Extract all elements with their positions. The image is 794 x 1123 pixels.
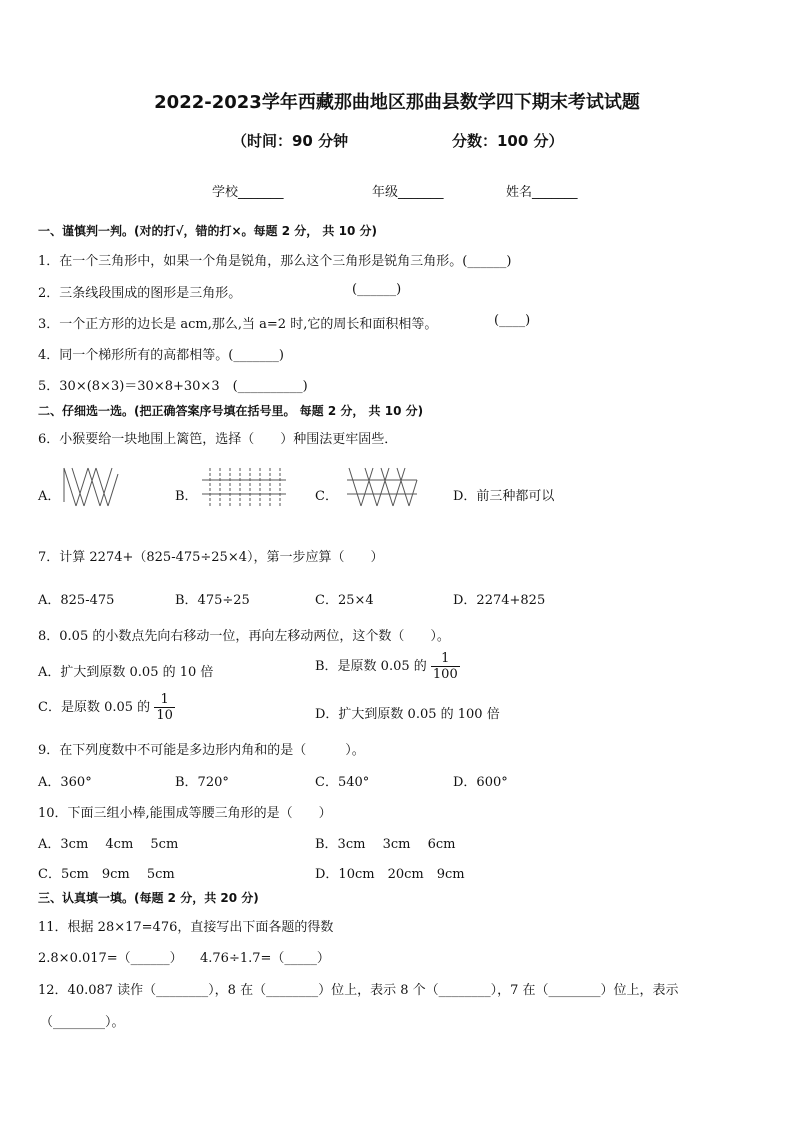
q6-option-b[interactable]: B． xyxy=(175,489,198,504)
section-2-title: 二、仔细选一选。(把正确答案序号填在括号里。 每题 2 分， 共 10 分) xyxy=(38,404,424,418)
fraction-one-tenth xyxy=(154,692,175,723)
exam-time: （时间：90 分钟 xyxy=(232,132,349,150)
q8-option-b-label: B．是原数 0.05 的 xyxy=(315,659,427,674)
section-1-title: 一、谨慎判一判。(对的打√，错的打×。每题 2 分， 共 10 分) xyxy=(38,224,377,238)
question-12-line-1: 12．40.087 读作（________），8 在（________）位上，表示 8 个（________），7 在（________）位上，表示 xyxy=(38,983,679,998)
q8-option-c-label: C．是原数 0.05 的 xyxy=(38,700,151,715)
fraction-numerator: 1 xyxy=(154,692,175,708)
q6-option-d[interactable]: D．前三种都可以 xyxy=(453,489,555,504)
section-3-title: 三、认真填一填。(每题 2 分，共 20 分) xyxy=(38,891,259,905)
q9-option-c[interactable]: C．540° xyxy=(315,775,370,790)
question-5: 5．30×(8×3)＝30×8+30×3 (__________) xyxy=(38,379,308,394)
q7-option-b[interactable]: B．475÷25 xyxy=(175,593,250,608)
question-7: 7．计算 2274+（825-475÷25×4），第一步应算（ ） xyxy=(38,550,384,565)
q11-part-b[interactable]: 4.76÷1.7=（_____） xyxy=(200,951,330,966)
question-6: 6．小猴要给一块地围上篱笆，选择（ ）种围法更牢固些． xyxy=(38,432,398,447)
exam-score: 分数：100 分） xyxy=(452,132,564,150)
fraction-one-hundredth xyxy=(431,651,460,682)
question-12-line-2: （________）。 xyxy=(40,1015,125,1030)
q10-option-a[interactable]: A．3cm 4cm 5cm xyxy=(38,837,179,852)
name-field[interactable]: 姓名_______ xyxy=(506,185,578,200)
fence-diagram-c xyxy=(345,466,419,508)
fraction-denominator: 10 xyxy=(156,708,173,723)
grade-field[interactable]: 年级_______ xyxy=(372,185,444,200)
q10-option-d[interactable]: D．10cm 20cm 9cm xyxy=(315,867,465,882)
school-field[interactable]: 学校_______ xyxy=(212,185,284,200)
question-3: 3．一个正方形的边长是 acm,那么,当 a=2 时,它的周长和面积相等。 xyxy=(38,317,438,332)
question-1: 1．在一个三角形中，如果一个角是锐角，那么这个三角形是锐角三角形。(______) xyxy=(38,254,512,269)
q8-option-b[interactable] xyxy=(315,651,460,682)
q9-option-d[interactable]: D．600° xyxy=(453,775,508,790)
fraction-denominator: 100 xyxy=(432,667,458,682)
question-8: 8．0.05 的小数点先向右移动一位，再向左移动两位，这个数（ ）。 xyxy=(38,629,450,644)
q8-option-a[interactable]: A．扩大到原数 0.05 的 10 倍 xyxy=(38,665,214,680)
question-11: 11．根据 28×17=476，直接写出下面各题的得数 xyxy=(38,920,334,935)
fraction-numerator: 1 xyxy=(431,651,460,667)
question-9: 9．在下列度数中不可能是多边形内角和的是（ ）。 xyxy=(38,743,365,758)
q9-option-b[interactable]: B．720° xyxy=(175,775,229,790)
question-10: 10．下面三组小棒,能围成等腰三角形的是（ ） xyxy=(38,806,332,821)
question-2: 2．三条线段围成的图形是三角形。 xyxy=(38,286,242,301)
q8-option-d[interactable]: D．扩大到原数 0.05 的 100 倍 xyxy=(315,707,500,722)
q10-option-c[interactable]: C．5cm 9cm 5cm xyxy=(38,867,175,882)
question-4: 4．同一个梯形所有的高都相等。(_______) xyxy=(38,348,284,363)
q6-option-a[interactable]: A． xyxy=(38,489,61,504)
q7-option-c[interactable]: C．25×4 xyxy=(315,593,374,608)
q7-option-d[interactable]: D．2274+825 xyxy=(453,593,546,608)
fence-diagram-a xyxy=(62,466,120,508)
q6-option-c[interactable]: C． xyxy=(315,489,338,504)
q10-option-b[interactable]: B．3cm 3cm 6cm xyxy=(315,837,456,852)
q8-option-c[interactable] xyxy=(38,692,175,723)
q11-part-a[interactable]: 2.8×0.017=（______） xyxy=(38,951,183,966)
question-2-blank[interactable]: (______) xyxy=(352,282,402,297)
fence-diagram-b xyxy=(200,466,288,508)
q9-option-a[interactable]: A．360° xyxy=(38,775,92,790)
page-title: 2022-2023学年西藏那曲地区那曲县数学四下期末考试试题 xyxy=(154,92,640,113)
q7-option-a[interactable]: A．825-475 xyxy=(38,593,115,608)
question-3-blank[interactable]: (____) xyxy=(494,313,531,328)
